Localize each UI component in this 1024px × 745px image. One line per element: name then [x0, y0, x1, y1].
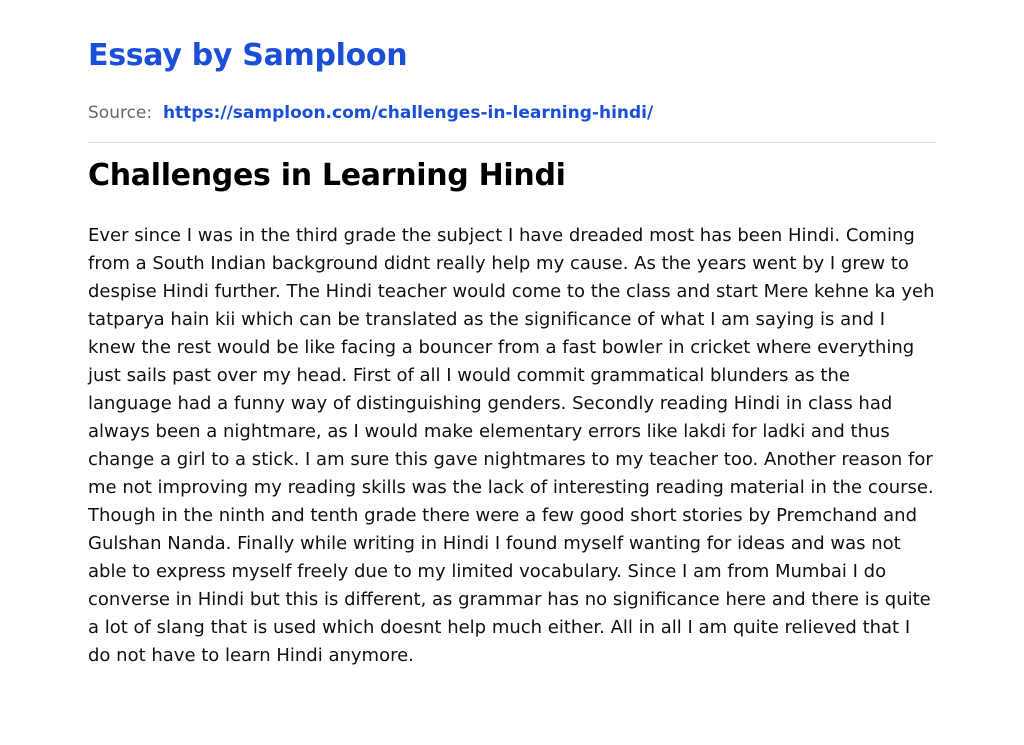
source-link[interactable]: https://samploon.com/challenges-in-learning-hindi/: [162, 103, 654, 123]
source-label: Source:: [88, 103, 158, 123]
source-line: [88, 101, 653, 125]
essay-body: Ever since I was in the third grade the subject I have dreaded most has been Hindi. Coming from a South Indian background didnt really help my cause. As the years went by I grew to despise Hindi further. The Hindi teacher would come to the class and start Mere kehne ka yeh tatparya hain kii which can be translated as the significance of what I am saying is and I knew the rest would be like facing a bouncer from a fast bowler in cricket where everything just sails past over my head. First of all I would commit grammatical blunders as the language had a funny way of distinguishing genders. Secondly reading Hindi in class had always been a nightmare, as I would make elementary errors like lakdi for ladki and thus change a girl to a stick. I am sure this gave nightmares to my teacher too. Another reason for me not improving my reading skills was the lack of interesting reading material in the course. Though in the ninth and tenth grade there were a few good short stories by Premchand and Gulshan Nanda. Finally while writing in Hindi I found myself wanting for ideas and was not able to express myself freely due to my limited vocabulary. Since I am from Mumbai I do converse in Hindi but this is different, as grammar has no significance here and there is quite a lot of slang that is used which doesnt help much either. All in all I am quite relieved that I do not have to learn Hindi anymore.: [88, 225, 935, 666]
essay-title: Challenges in Learning Hindi: [88, 158, 566, 193]
brand-title: Essay by Samploon: [88, 38, 408, 73]
header-divider: [88, 142, 936, 143]
